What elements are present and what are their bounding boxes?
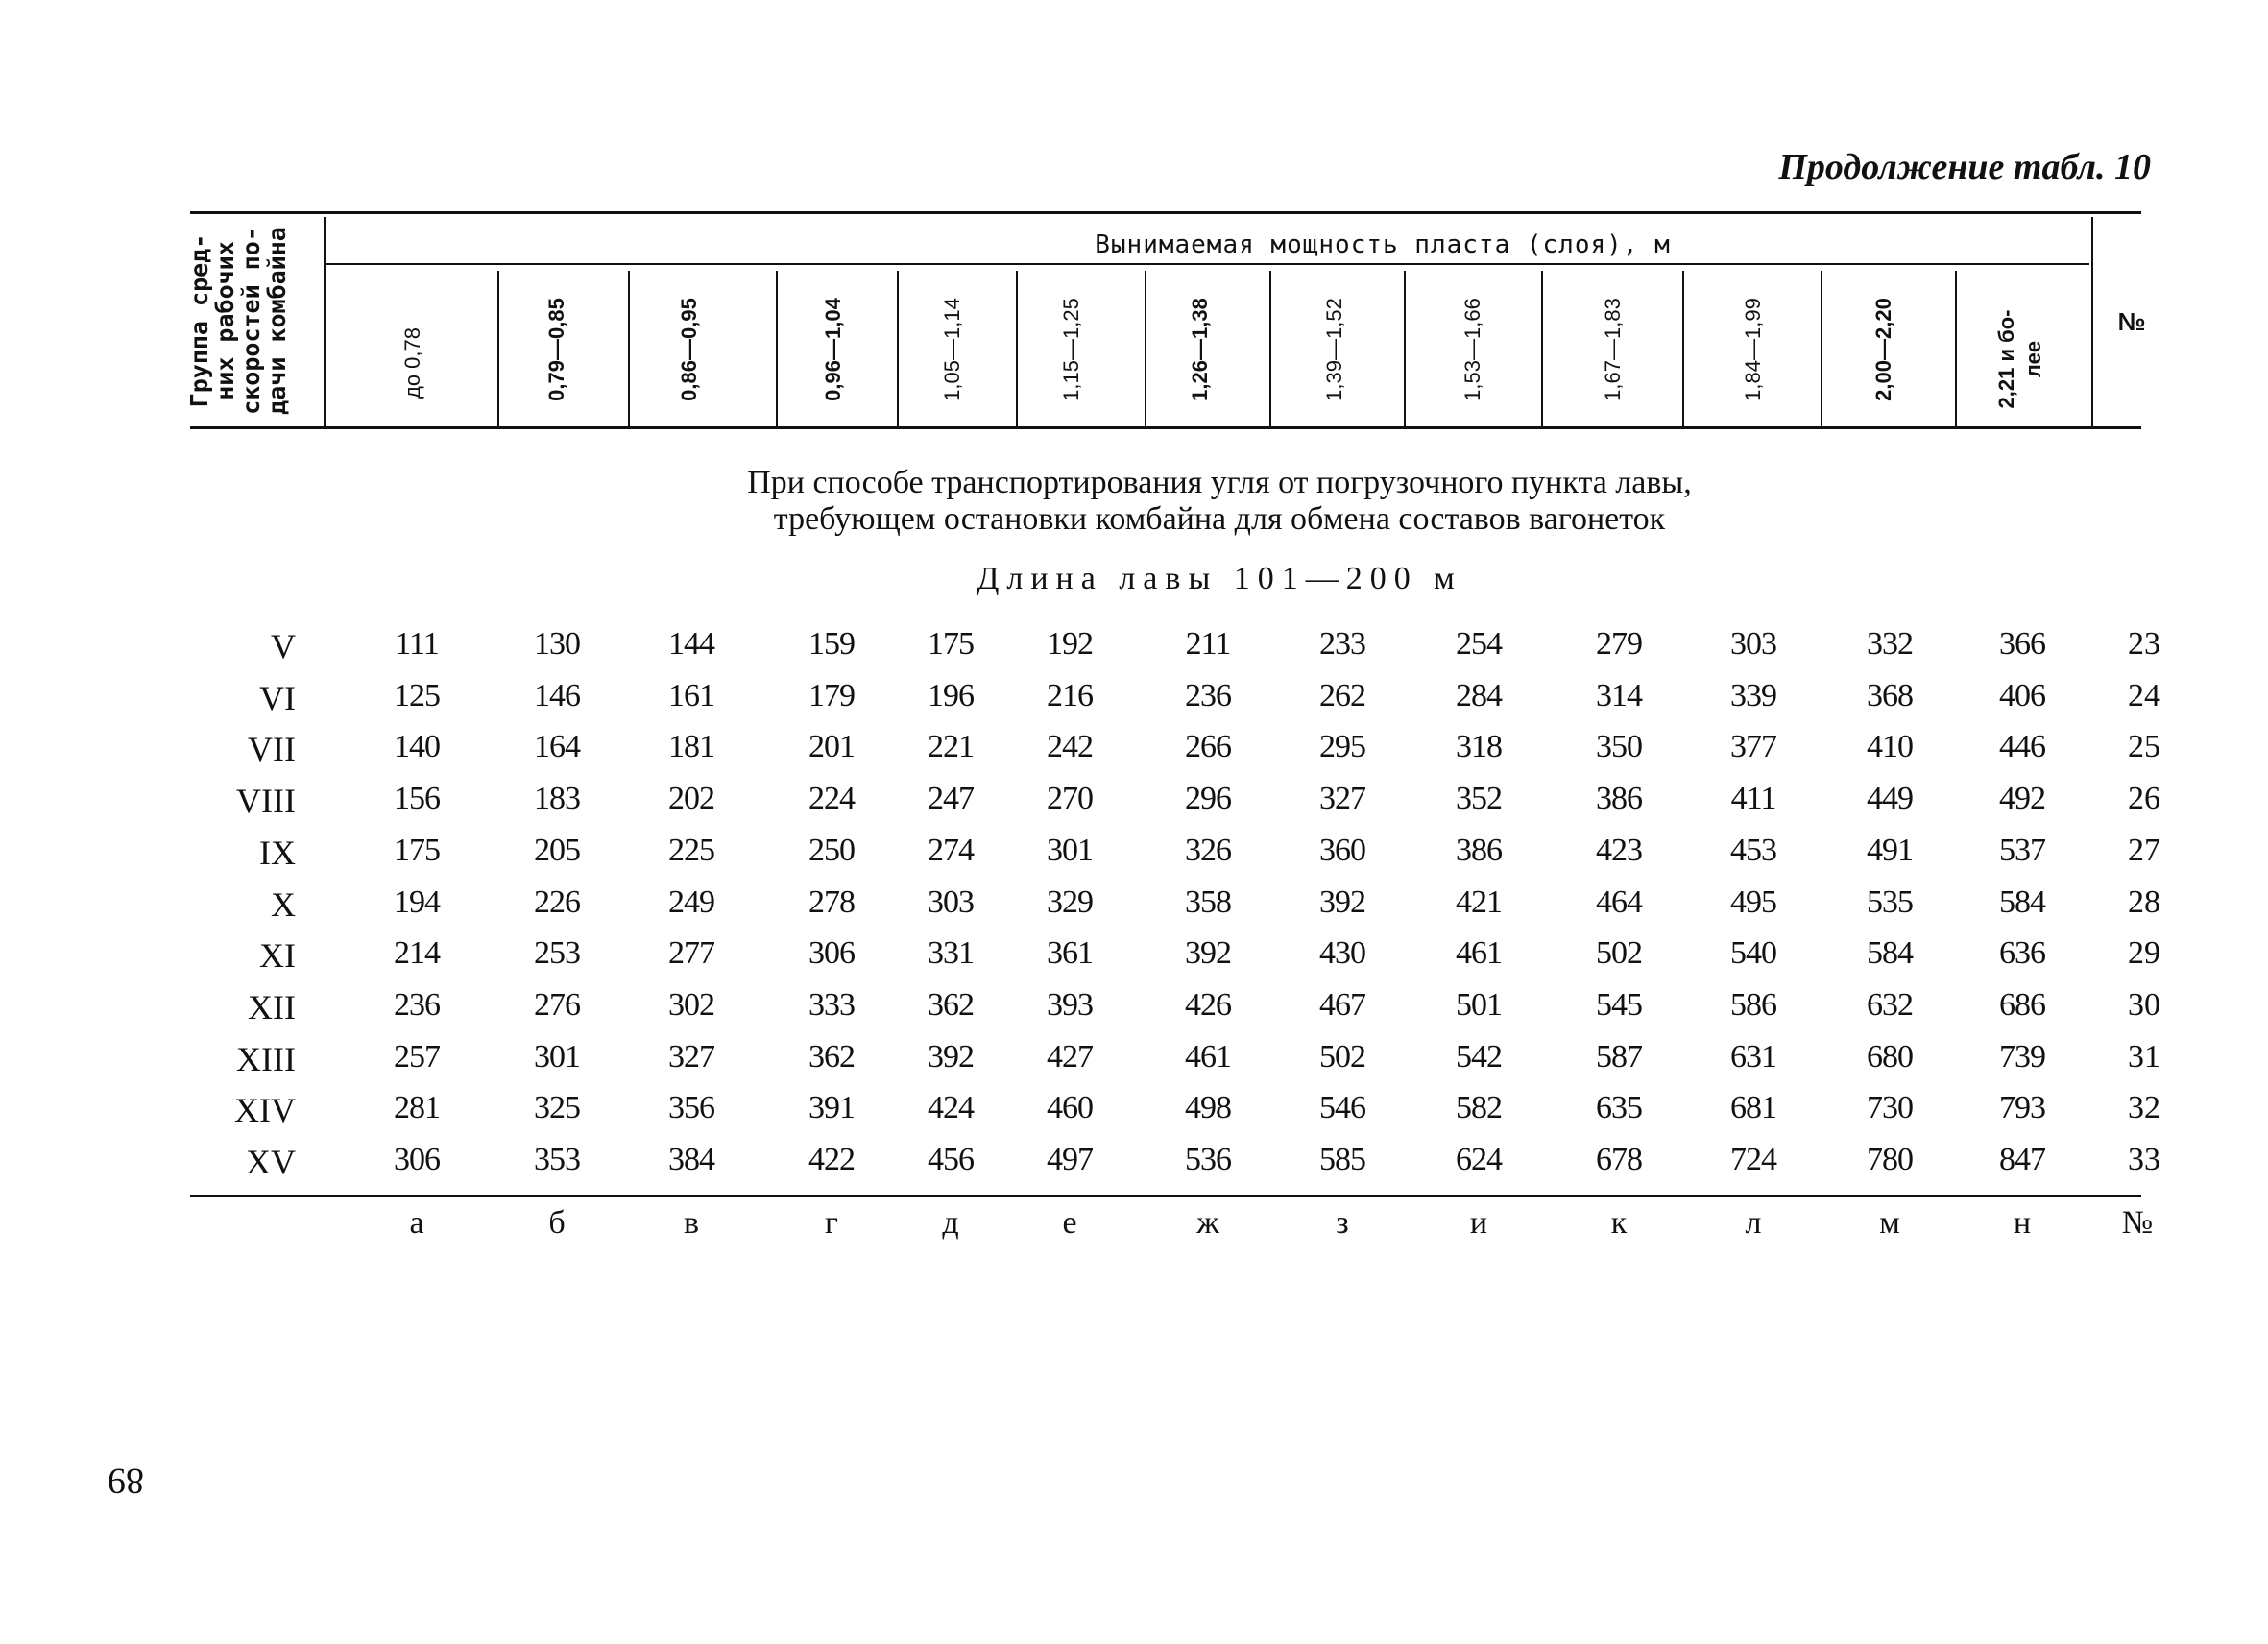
table-cell: 236 (1185, 678, 1231, 713)
table-cell: 467 (1319, 987, 1365, 1023)
table-cell: 680 (1867, 1039, 1913, 1075)
column-separator (497, 271, 499, 426)
group-header-line: них рабочих (211, 241, 239, 400)
table-cell: 278 (808, 884, 855, 920)
table-cell: 306 (808, 935, 855, 971)
column-separator (1541, 271, 1543, 426)
table-cell: 216 (1047, 678, 1093, 713)
table-cell: 281 (394, 1090, 440, 1125)
table-cell: 537 (1999, 833, 2045, 868)
table-cell: 635 (1596, 1090, 1642, 1125)
table-cell: 183 (534, 781, 580, 816)
row-number: 25 (2128, 729, 2160, 764)
table-cell: 164 (534, 729, 580, 764)
table-cell: 461 (1185, 1039, 1231, 1075)
table-cell: 249 (668, 884, 714, 920)
table-cell: 631 (1730, 1039, 1776, 1075)
table-cell: 392 (1319, 884, 1365, 920)
column-separator (1269, 271, 1271, 426)
table-cell: 358 (1185, 884, 1231, 920)
table-cell: 384 (668, 1142, 714, 1177)
table-cell: 175 (394, 833, 440, 868)
table-cell: 236 (394, 987, 440, 1023)
row-group-label: XII (248, 988, 296, 1027)
table-cell: 276 (534, 987, 580, 1023)
thickness-range-header: 1,67—1,83 (1601, 298, 1625, 401)
table-cell: 327 (1319, 781, 1365, 816)
table-cell: 130 (534, 626, 580, 662)
row-group-label: VI (259, 679, 296, 717)
table-cell: 368 (1867, 678, 1913, 713)
table-cell: 257 (394, 1039, 440, 1075)
table-cell: 279 (1596, 626, 1642, 662)
table-cell: 393 (1047, 987, 1093, 1023)
row-group-label: XIII (236, 1040, 296, 1078)
thickness-range-header: 1,15—1,25 (1059, 298, 1083, 401)
thickness-range-header: 1,26—1,38 (1188, 298, 1212, 401)
table-cell: 254 (1456, 626, 1502, 662)
table-cell: 422 (808, 1142, 855, 1177)
table-continuation-label: Продолжение табл. 10 (1778, 147, 2151, 187)
thickness-title: Вынимаемая мощность пласта (слоя), м (1095, 230, 1671, 259)
column-letter: а (409, 1205, 424, 1241)
table-cell: 327 (668, 1039, 714, 1075)
table-cell: 156 (394, 781, 440, 816)
table-cell: 303 (928, 884, 974, 920)
table-cell: 159 (808, 626, 855, 662)
table-cell: 329 (1047, 884, 1093, 920)
table-cell: 730 (1867, 1090, 1913, 1125)
table-cell: 423 (1596, 833, 1642, 868)
table-cell: 502 (1319, 1039, 1365, 1075)
table-cell: 362 (928, 987, 974, 1023)
table-cell: 847 (1999, 1142, 2045, 1177)
table-cell: 331 (928, 935, 974, 971)
table-cell: 582 (1456, 1090, 1502, 1125)
table-cell: 724 (1730, 1142, 1776, 1177)
column-letter: и (1469, 1205, 1488, 1241)
table-cell: 339 (1730, 678, 1776, 713)
table-cell: 325 (534, 1090, 580, 1125)
table-cell: 350 (1596, 729, 1642, 764)
thickness-range-header: 1,84—1,99 (1741, 298, 1765, 401)
table-cell: 266 (1185, 729, 1231, 764)
column-letter: б (548, 1205, 566, 1241)
table-cell: 427 (1047, 1039, 1093, 1075)
table-cell: 686 (1999, 987, 2045, 1023)
row-number: 28 (2128, 884, 2160, 920)
table-cell: 636 (1999, 935, 2045, 971)
table-cell: 426 (1185, 987, 1231, 1023)
footer-number-label: № (2121, 1205, 2154, 1241)
table-cell: 181 (668, 729, 714, 764)
table-cell: 175 (928, 626, 974, 662)
table-cell: 391 (808, 1090, 855, 1125)
table-cell: 584 (1999, 884, 2045, 920)
row-number: 26 (2128, 781, 2160, 816)
thickness-range-header: 0,79—0,85 (544, 298, 568, 401)
table-cell: 161 (668, 678, 714, 713)
header-bottom-rule (190, 426, 2141, 429)
column-letter: з (1336, 1205, 1349, 1241)
column-letter: н (2013, 1205, 2032, 1241)
table-cell: 262 (1319, 678, 1365, 713)
header-top-rule (190, 211, 2141, 214)
table-cell: 250 (808, 833, 855, 868)
thickness-range-header: до 0,78 (400, 326, 424, 399)
table-cell: 492 (1999, 781, 2045, 816)
group-column-header (186, 227, 290, 415)
thickness-range-header: 1,39—1,52 (1322, 298, 1346, 401)
table-cell: 497 (1047, 1142, 1093, 1177)
table-cell: 464 (1596, 884, 1642, 920)
row-number: 33 (2128, 1142, 2160, 1177)
column-separator (776, 271, 778, 426)
table-cell: 125 (394, 678, 440, 713)
row-group-label: XI (259, 936, 296, 975)
table-cell: 678 (1596, 1142, 1642, 1177)
group-header-line: скоростей по- (237, 227, 265, 415)
table-cell: 386 (1596, 781, 1642, 816)
row-group-label: XV (246, 1143, 296, 1181)
table-cell: 386 (1456, 833, 1502, 868)
column-separator (1016, 271, 1018, 426)
table-cell: 194 (394, 884, 440, 920)
table-cell: 196 (928, 678, 974, 713)
column-letter: ж (1196, 1205, 1219, 1241)
row-number: 32 (2128, 1090, 2160, 1125)
column-separator (897, 271, 899, 426)
table-cell: 392 (1185, 935, 1231, 971)
table-cell: 780 (1867, 1142, 1913, 1177)
column-separator (1682, 271, 1684, 426)
thickness-title-rule (326, 263, 2089, 265)
column-separator (324, 217, 326, 426)
table-cell: 224 (808, 781, 855, 816)
table-cell: 253 (534, 935, 580, 971)
table-cell: 461 (1456, 935, 1502, 971)
column-separator (1145, 271, 1146, 426)
table-cell: 624 (1456, 1142, 1502, 1177)
table-cell: 540 (1730, 935, 1776, 971)
thickness-range-header: лее (2021, 340, 2045, 378)
row-group-label: XIV (234, 1091, 296, 1129)
table-cell: 739 (1999, 1039, 2045, 1075)
table-cell: 233 (1319, 626, 1365, 662)
table-cell: 456 (928, 1142, 974, 1177)
thickness-range-header: 2,21 и бо- (1994, 309, 2018, 409)
table-cell: 221 (928, 729, 974, 764)
column-separator (628, 271, 630, 426)
table-cell: 295 (1319, 729, 1365, 764)
table-cell: 144 (668, 626, 714, 662)
row-number: 24 (2128, 678, 2160, 713)
table-cell: 366 (1999, 626, 2045, 662)
group-header-line: Группа сред- (185, 233, 213, 408)
row-group-label: IX (259, 834, 296, 872)
table-cell: 353 (534, 1142, 580, 1177)
table-cell: 314 (1596, 678, 1642, 713)
table-cell: 356 (668, 1090, 714, 1125)
row-group-label: V (271, 627, 296, 665)
column-separator (1955, 271, 1957, 426)
row-group-label: VII (248, 730, 296, 768)
table-cell: 545 (1596, 987, 1642, 1023)
table-cell: 352 (1456, 781, 1502, 816)
table-cell: 205 (534, 833, 580, 868)
table-cell: 306 (394, 1142, 440, 1177)
table-cell: 301 (534, 1039, 580, 1075)
table-cell: 793 (1999, 1090, 2045, 1125)
length-title: Длина лавы 101—200 м (977, 561, 1462, 596)
table-cell: 146 (534, 678, 580, 713)
table-cell: 498 (1185, 1090, 1231, 1125)
table-cell: 179 (808, 678, 855, 713)
row-number: 23 (2128, 626, 2160, 662)
table-cell: 302 (668, 987, 714, 1023)
table-cell: 225 (668, 833, 714, 868)
table-cell: 587 (1596, 1039, 1642, 1075)
table-cell: 632 (1867, 987, 1913, 1023)
thickness-range-header: 2,00—2,20 (1871, 298, 1895, 401)
page-number: 89 (108, 1461, 144, 1501)
column-letter: д (942, 1205, 959, 1241)
table-cell: 326 (1185, 833, 1231, 868)
row-number: 29 (2128, 935, 2160, 971)
table-cell: 303 (1730, 626, 1776, 662)
column-letter: г (825, 1205, 838, 1241)
column-separator (1404, 271, 1406, 426)
table-cell: 226 (534, 884, 580, 920)
column-letter: л (1745, 1205, 1762, 1241)
thickness-range-header: 1,53—1,66 (1460, 298, 1484, 401)
table-cell: 301 (1047, 833, 1093, 868)
column-letter: к (1610, 1205, 1628, 1241)
table-cell: 460 (1047, 1090, 1093, 1125)
table-bottom-rule (190, 1195, 2141, 1197)
section-caption: требующем остановки комбайна для обмена составов вагонеток (773, 501, 1666, 537)
table-cell: 247 (928, 781, 974, 816)
row-number: 30 (2128, 987, 2160, 1023)
table-cell: 332 (1867, 626, 1913, 662)
table-cell: 495 (1730, 884, 1776, 920)
column-letter: е (1062, 1205, 1077, 1241)
table-cell: 584 (1867, 935, 1913, 971)
table-cell: 277 (668, 935, 714, 971)
group-header-line: дачи комбайна (263, 227, 291, 415)
column-letter: м (1879, 1205, 1900, 1241)
section-caption: При способе транспортирования угля от погрузочного пункта лавы, (747, 465, 1692, 500)
table-cell: 542 (1456, 1039, 1502, 1075)
thickness-range-header: 0,96—1,04 (821, 298, 845, 401)
table-cell: 214 (394, 935, 440, 971)
table-cell: 424 (928, 1090, 974, 1125)
table-cell: 392 (928, 1039, 974, 1075)
table-cell: 377 (1730, 729, 1776, 764)
table-cell: 111 (395, 626, 439, 662)
table-cell: 681 (1730, 1090, 1776, 1125)
thickness-range-header: 1,05—1,14 (940, 298, 964, 401)
table-cell: 318 (1456, 729, 1502, 764)
table-cell: 502 (1596, 935, 1642, 971)
table-cell: 430 (1319, 935, 1365, 971)
table-cell: 410 (1867, 729, 1913, 764)
table-cell: 211 (1185, 626, 1231, 662)
table-cell: 546 (1319, 1090, 1365, 1125)
table-cell: 362 (808, 1039, 855, 1075)
table-cell: 421 (1456, 884, 1502, 920)
table-cell: 586 (1730, 987, 1776, 1023)
table-cell: 361 (1047, 935, 1093, 971)
table-cell: 535 (1867, 884, 1913, 920)
table-cell: 585 (1319, 1142, 1365, 1177)
table-cell: 536 (1185, 1142, 1231, 1177)
table-cell: 284 (1456, 678, 1502, 713)
table-cell: 406 (1999, 678, 2045, 713)
table-cell: 202 (668, 781, 714, 816)
table-cell: 501 (1456, 987, 1502, 1023)
table-cell: 270 (1047, 781, 1093, 816)
table-cell: 333 (808, 987, 855, 1023)
table-cell: 242 (1047, 729, 1093, 764)
number-column-header: № (2117, 307, 2146, 336)
table-cell: 411 (1730, 781, 1776, 816)
row-group-label: VIII (236, 782, 296, 820)
thickness-range-header: 0,86—0,95 (677, 298, 701, 401)
table-cell: 360 (1319, 833, 1365, 868)
row-number: 31 (2128, 1039, 2160, 1075)
row-number: 27 (2128, 833, 2160, 868)
column-letter: в (683, 1205, 700, 1241)
row-group-label: X (271, 885, 296, 924)
table-cell: 296 (1185, 781, 1231, 816)
table-cell: 491 (1867, 833, 1913, 868)
table-cell: 453 (1730, 833, 1776, 868)
table-cell: 449 (1867, 781, 1913, 816)
table-cell: 274 (928, 833, 974, 868)
table-cell: 192 (1047, 626, 1093, 662)
column-separator (1821, 271, 1822, 426)
table-cell: 140 (394, 729, 440, 764)
table-cell: 201 (808, 729, 855, 764)
table-cell: 446 (1999, 729, 2045, 764)
